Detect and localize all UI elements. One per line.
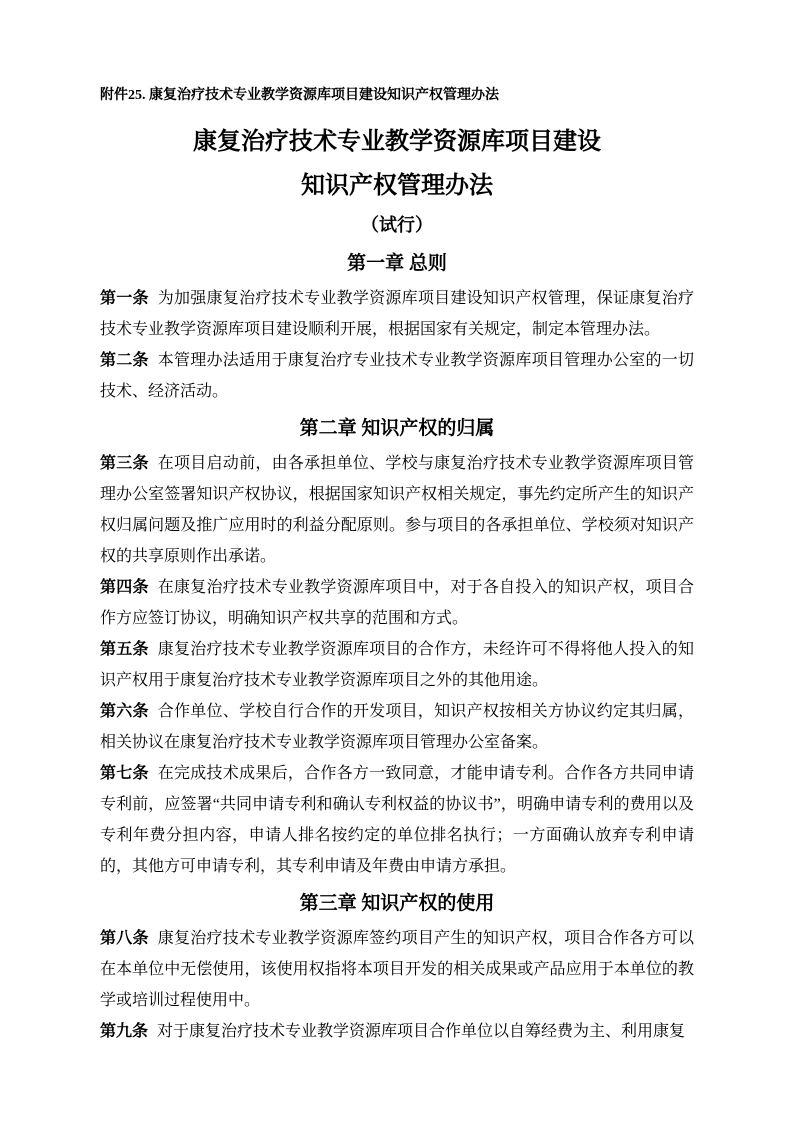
article-9-text: 对于康复治疗技术专业教学资源库项目合作单位以自筹经费为主、利用康复 xyxy=(157,1023,686,1040)
article-8-text: 康复治疗技术专业教学资源库签约项目产生的知识产权，项目合作各方可以在本单位中无偿使用，该使用权指将本项目开发的相关成果或产品应用于本单位的教学或培训过程使用中。 xyxy=(100,930,694,1009)
doc-title-line2: 知识产权管理办法 xyxy=(301,173,493,199)
article-2-text: 本管理办法适用于康复治疗专业技术专业教学资源库项目管理办公室的一切技术、经济活动。 xyxy=(100,352,694,400)
article-7-label: 第七条 xyxy=(100,765,149,782)
chapter-heading-3: 第三章 知识产权的使用 xyxy=(299,893,495,914)
article-3-text: 在项目启动前，由各承担单位、学校与康复治疗技术专业教学资源库项目管理办公室签署知识产权协议，根据国家知识产权相关规定，事先约定所产生的知识产权归属问题及推广应用时的利益分配原则。参与项目的各承担单位、学校须对知识产权的共享原则作出承诺。 xyxy=(100,455,694,565)
article-2-label: 第二条 xyxy=(100,352,149,369)
article-5-label: 第五条 xyxy=(100,641,149,658)
article-4 xyxy=(100,572,694,634)
doc-title-line1: 康复治疗技术专业教学资源库项目建设 xyxy=(193,129,601,155)
article-3-label: 第三条 xyxy=(100,455,149,472)
article-1 xyxy=(100,283,694,345)
doc-subtitle: （试行） xyxy=(361,215,433,235)
article-7-text: 在完成技术成果后，合作各方一致同意，才能申请专利。合作各方共同申请专利前，应签署“共同申请专利和确认专利权益的协议书”，明确申请专利的费用以及专利年费分担内容，申请人排名按约定的单位排名执行；一方面确认放弃专利申请的，其他方可申请专利，其专利申请及年费由申请方承担。 xyxy=(100,765,694,875)
article-5 xyxy=(100,634,694,696)
article-1-text: 为加强康复治疗技术专业教学资源库项目建设知识产权管理，保证康复治疗技术专业教学资源库项目建设顺利开展，根据国家有关规定，制定本管理办法。 xyxy=(100,290,694,338)
article-6-text: 合作单位、学校自行合作的开发项目，知识产权按相关方协议约定其归属，相关协议在康复治疗技术专业教学资源库项目管理办公室备案。 xyxy=(100,703,694,751)
article-9 xyxy=(100,1016,694,1047)
article-9-label: 第九条 xyxy=(100,1023,149,1040)
article-4-label: 第四条 xyxy=(100,579,149,596)
article-8-label: 第八条 xyxy=(100,930,149,947)
article-6-label: 第六条 xyxy=(100,703,149,720)
article-8 xyxy=(100,923,694,1016)
article-6 xyxy=(100,696,694,758)
article-4-text: 在康复治疗技术专业教学资源库项目中，对于各自投入的知识产权，项目合作方应签订协议，明确知识产权共享的范围和方式。 xyxy=(100,579,694,627)
article-1-label: 第一条 xyxy=(100,290,149,307)
chapter-heading-2: 第二章 知识产权的归属 xyxy=(299,418,495,439)
article-5-text: 康复治疗技术专业教学资源库项目的合作方，未经许可不得将他人投入的知识产权用于康复治疗技术专业教学资源库项目之外的其他用途。 xyxy=(100,641,694,689)
article-2 xyxy=(100,345,694,407)
article-3 xyxy=(100,448,694,572)
article-7 xyxy=(100,758,694,882)
attachment-header: 附件25. 康复治疗技术专业教学资源库项目建设知识产权管理办法 xyxy=(100,88,499,103)
chapter-heading-1: 第一章 总则 xyxy=(347,253,447,274)
